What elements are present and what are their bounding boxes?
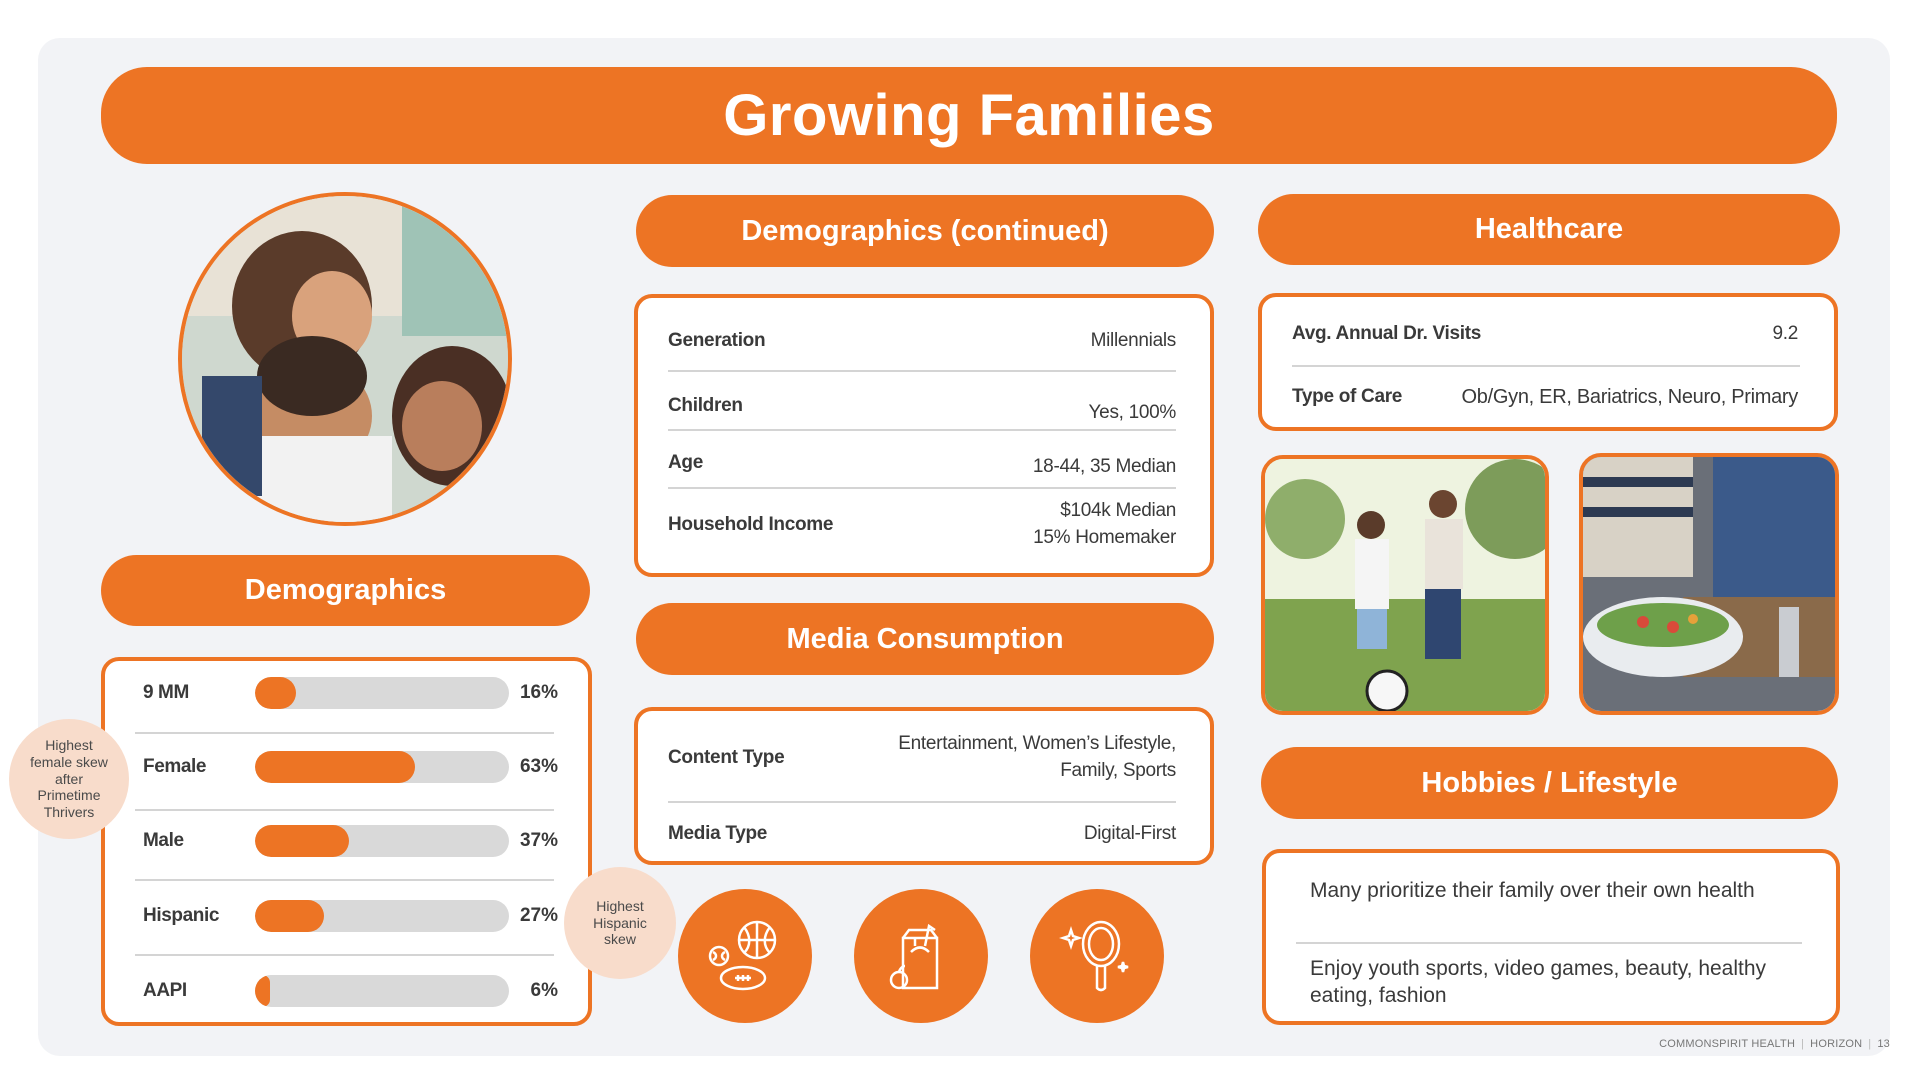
info-row: [1292, 383, 1798, 411]
cooking-photo: [1579, 453, 1839, 715]
row-label: Generation: [668, 330, 766, 352]
bar-track: [255, 751, 509, 783]
bar-row: [143, 750, 558, 784]
hobby-item: Many prioritize their family over their own health: [1310, 879, 1755, 902]
bar-label: Male: [143, 830, 184, 851]
demographics-continued-card: [634, 294, 1214, 577]
divider: [135, 954, 554, 956]
row-value: Yes, 100%: [1088, 402, 1176, 423]
healthcare-header: Healthcare: [1258, 194, 1840, 265]
info-row: [668, 821, 1176, 848]
info-row: [1292, 321, 1798, 348]
row-label: Type of Care: [1292, 386, 1403, 407]
bar-fill: [255, 677, 296, 709]
divider: [135, 809, 554, 811]
bar-percent: 27%: [519, 905, 558, 926]
divider: [668, 370, 1176, 372]
divider: [1292, 365, 1800, 367]
family-photo: [178, 192, 512, 526]
bar-fill: [255, 751, 415, 783]
bar-label: Hispanic: [143, 905, 219, 926]
row-value-line: 15% Homemaker: [1033, 526, 1176, 548]
footer-page-number: 13: [1877, 1038, 1890, 1050]
demographics-card: [101, 657, 592, 1026]
row-label: Content Type: [668, 746, 785, 768]
media-consumption-header: Media Consumption: [636, 603, 1214, 675]
bar-label: Female: [143, 756, 207, 777]
bar-row: [143, 899, 558, 933]
page-title: Growing Families: [101, 67, 1837, 164]
bar-row: [143, 974, 558, 1008]
bar-row: [143, 824, 558, 858]
bar-row: [143, 676, 558, 710]
info-row: [668, 498, 1176, 551]
healthcare-card: [1258, 293, 1838, 431]
bar-track: [255, 900, 509, 932]
hispanic-callout-bubble: Highest Hispanic skew: [564, 867, 676, 979]
divider: [668, 429, 1176, 431]
bar-fill: [255, 900, 324, 932]
row-value: Digital-First: [1083, 823, 1176, 844]
divider: [1296, 942, 1802, 944]
divider: [668, 801, 1176, 803]
info-row: [668, 446, 1176, 481]
info-row: [668, 731, 1176, 784]
divider: [135, 879, 554, 881]
demographics-continued-header: Demographics (continued): [636, 195, 1214, 267]
bar-fill: [255, 975, 270, 1007]
divider: [135, 732, 554, 734]
bar-track: [255, 677, 509, 709]
hobbies-card: [1262, 849, 1840, 1025]
demographics-header: Demographics: [101, 555, 590, 626]
row-label: Age: [668, 452, 703, 474]
info-row: [668, 328, 1176, 355]
row-value-line: $104k Median: [1060, 500, 1176, 521]
row-value: [1033, 498, 1176, 551]
bar-percent: 16%: [519, 682, 558, 703]
bar-percent: 63%: [519, 756, 558, 777]
hobbies-header: Hobbies / Lifestyle: [1261, 747, 1838, 819]
soccer-photo: [1261, 455, 1549, 715]
bar-label: 9 MM: [143, 682, 189, 703]
row-value: 18-44, 35 Median: [1032, 456, 1176, 477]
media-card: [634, 707, 1214, 865]
bar-track: [255, 825, 509, 857]
row-label: Children: [668, 395, 743, 417]
divider: [668, 487, 1176, 489]
bar-percent: 6%: [530, 980, 558, 1001]
footer: COMMONSPIRIT HEALTH | HORIZON | 13: [1659, 1038, 1890, 1050]
bar-fill: [255, 825, 349, 857]
grocery-bag-icon: [854, 889, 988, 1023]
row-label: Household Income: [668, 513, 834, 535]
row-value: Millennials: [1090, 330, 1176, 351]
hand-mirror-icon: [1030, 889, 1164, 1023]
hobby-item: Enjoy youth sports, video games, beauty, healthy eating, fashion: [1310, 957, 1767, 1008]
sports-balls-icon: [678, 889, 812, 1023]
footer-brand: COMMONSPIRIT HEALTH: [1659, 1038, 1796, 1050]
bar-percent: 37%: [519, 830, 558, 851]
row-value: [898, 731, 1176, 784]
row-value-line: Family, Sports: [1060, 759, 1176, 781]
row-value: Ob/Gyn, ER, Bariatrics, Neuro, Primary: [1461, 386, 1798, 408]
row-value-line: Entertainment, Women’s Lifestyle,: [898, 733, 1176, 754]
bar-label: AAPI: [143, 980, 187, 1001]
footer-product: HORIZON: [1810, 1038, 1863, 1050]
row-value: 9.2: [1772, 323, 1798, 344]
row-label: Media Type: [668, 823, 768, 845]
info-row: [668, 386, 1176, 427]
row-label: Avg. Annual Dr. Visits: [1292, 323, 1482, 345]
bar-track: [255, 975, 509, 1007]
female-callout-bubble: Highest female skew after Primetime Thrivers: [9, 719, 129, 839]
